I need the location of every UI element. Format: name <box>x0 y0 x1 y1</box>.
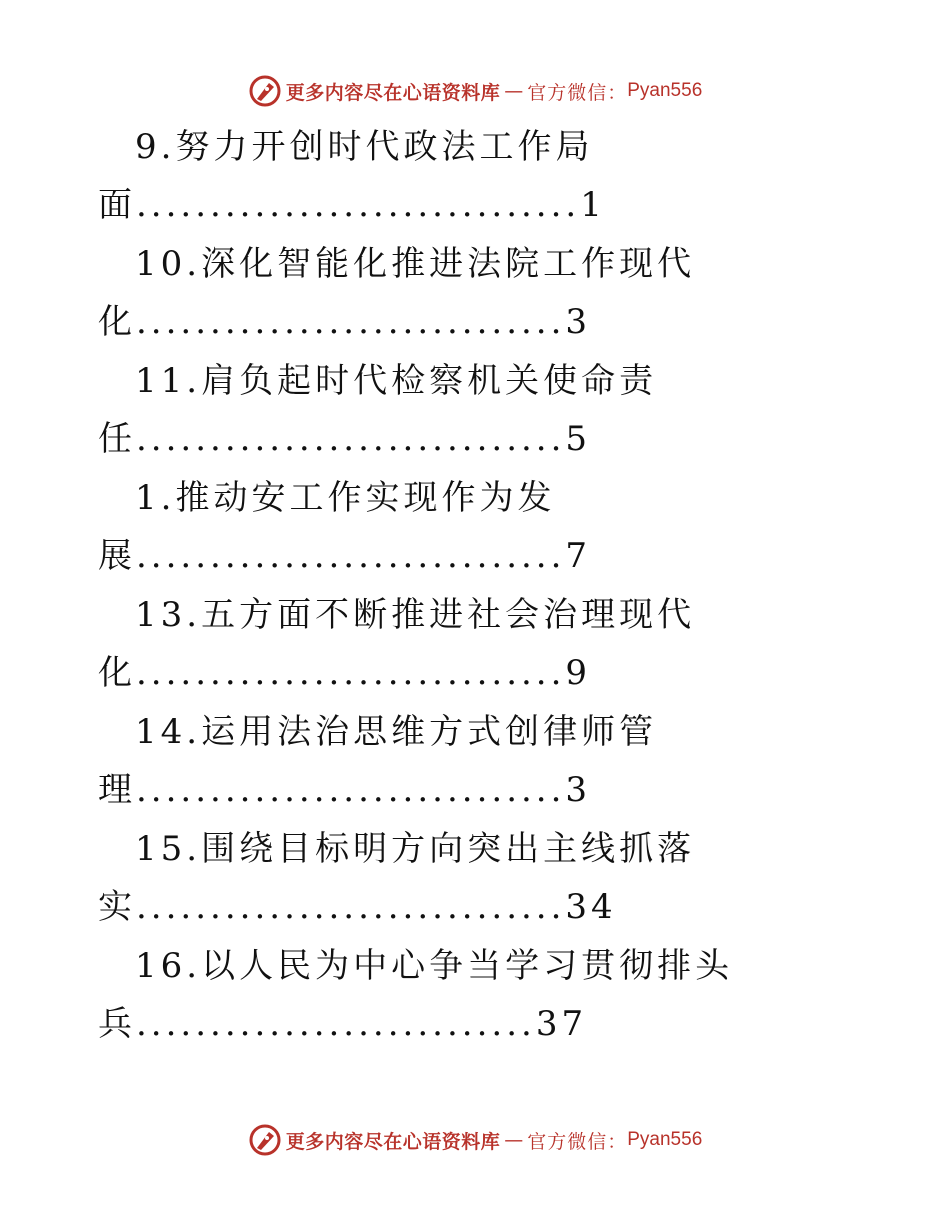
toc-entry-tail-text: 化 <box>98 302 136 342</box>
toc-entry-title: 9.努力开创时代政法工作局 <box>135 127 594 167</box>
toc-entry-tail <box>98 651 591 695</box>
toc-leader-dots: ........................... <box>136 1004 536 1044</box>
toc-entry-tail-text: 实 <box>98 887 136 927</box>
toc-entry[interactable] <box>0 583 950 700</box>
banner-wechat-id: Pyan556 <box>627 80 703 101</box>
toc-page-number: 5 <box>565 419 592 459</box>
banner-separator: — <box>504 1129 524 1151</box>
toc-entry-tail <box>98 417 591 461</box>
toc-page-number: 3 <box>565 770 592 810</box>
toc-page-number: 1 <box>580 185 606 225</box>
toc-entry[interactable] <box>0 700 950 817</box>
toc-entry-title: 13.五方面不断推进社会治理现代 <box>135 595 696 635</box>
toc-leader-dots: ............................. <box>136 770 566 810</box>
toc-page-number: 34 <box>565 887 617 927</box>
toc-page-number: 3 <box>565 302 592 342</box>
toc-entry-title: 14.运用法治思维方式创律师管 <box>135 712 658 752</box>
toc-leader-dots: ............................. <box>136 653 566 693</box>
banner-wechat-id: Pyan556 <box>627 1129 703 1150</box>
toc-entry-tail <box>98 534 591 578</box>
toc-entry-title: 11.肩负起时代检察机关使命责 <box>135 361 658 401</box>
toc-page-number: 7 <box>565 536 592 576</box>
toc-entry[interactable] <box>0 349 950 466</box>
banner-official-label: 官方微信： <box>527 81 628 104</box>
pen-nib-logo-icon <box>248 74 282 108</box>
banner-text: 更多内容尽在心语资料库 <box>285 81 501 104</box>
table-of-contents <box>0 115 950 1051</box>
toc-entry[interactable] <box>0 115 950 232</box>
toc-entry-title: 1.推动安工作实现作为发 <box>135 478 556 518</box>
toc-entry-tail-text: 理 <box>98 770 136 810</box>
footer-banner <box>0 1120 950 1160</box>
toc-leader-dots: ............................. <box>136 302 566 342</box>
pen-nib-logo-icon <box>248 1123 282 1157</box>
toc-entry-tail-text: 兵 <box>98 1004 136 1044</box>
toc-page-number: 37 <box>535 1004 588 1044</box>
toc-leader-dots: ............................. <box>136 419 566 459</box>
toc-entry[interactable] <box>0 934 950 1051</box>
toc-leader-dots: .............................. <box>136 185 581 225</box>
toc-entry-tail-text: 化 <box>98 653 136 693</box>
banner-separator: — <box>504 80 524 102</box>
header-banner <box>0 71 950 111</box>
banner-official-label: 官方微信： <box>527 1130 628 1153</box>
toc-entry[interactable] <box>0 232 950 349</box>
banner-text: 更多内容尽在心语资料库 <box>285 1130 501 1153</box>
toc-entry-title: 16.以人民为中心争当学习贯彻排头 <box>135 946 734 986</box>
toc-entry-tail-text: 面 <box>98 185 136 225</box>
toc-entry-title: 15.围绕目标明方向突出主线抓落 <box>135 829 696 869</box>
toc-entry-tail-text: 任 <box>98 419 136 459</box>
toc-leader-dots: ............................. <box>136 536 566 576</box>
toc-entry-tail <box>98 885 617 929</box>
toc-entry-tail-text: 展 <box>98 536 136 576</box>
toc-entry-tail <box>98 300 591 344</box>
toc-page-number: 9 <box>565 653 592 693</box>
toc-leader-dots: ............................. <box>136 887 566 927</box>
toc-entry-tail <box>98 768 591 812</box>
toc-entry-tail <box>98 183 606 227</box>
toc-entry-tail <box>98 1002 587 1046</box>
toc-entry[interactable] <box>0 817 950 934</box>
toc-entry-title: 10.深化智能化推进法院工作现代 <box>135 244 696 284</box>
toc-entry[interactable] <box>0 466 950 583</box>
